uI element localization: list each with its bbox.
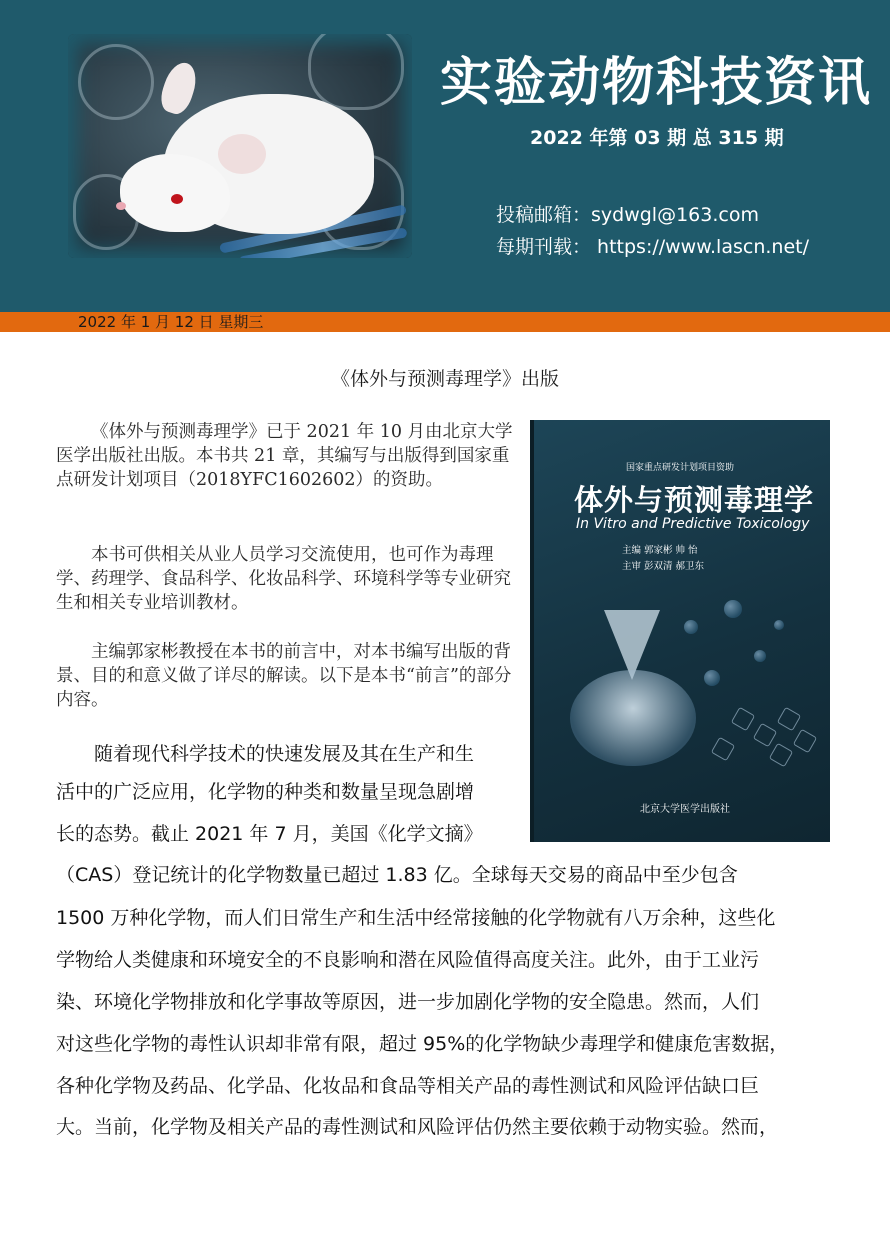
magazine-title: 实验动物科技资讯 — [440, 53, 873, 113]
body-line: 大。当前，化学物及相关产品的毒性测试和风险评估仍然主要依赖于动物实验。然而， — [56, 1116, 779, 1138]
body-line: 长的态势。截止 2021 年 7 月，美国《化学文摘》 — [56, 823, 483, 845]
date-bar — [0, 312, 890, 332]
body-line: 对这些化学物的毒性认识却非常有限，超过 95%的化学物缺少毒理学和健康危害数据， — [56, 1033, 789, 1055]
body-line: 活中的广泛应用，化学物的种类和数量呈现急剧增 — [56, 781, 475, 803]
cover-title-cn: 体外与预测毒理学 — [574, 483, 815, 517]
body-line: 学物给人类健康和环境安全的不良影响和潜在风险值得高度关注。此外，由于工业污 — [56, 949, 760, 971]
cover-publisher: 北京大学医学出版社 — [640, 804, 730, 815]
body-line: 各种化学物及药品、化学品、化妆品和食品等相关产品的毒性测试和风险评估缺口巨 — [56, 1075, 760, 1097]
masthead — [0, 0, 890, 312]
body-line: （CAS）登记统计的化学物数量已超过 1.83 亿。全球每天交易的商品中至少包含 — [56, 864, 738, 886]
intro-paragraph: 主编郭家彬教授在本书的前言中，对本书编写出版的背景、目的和意义做了详尽的解读。以下是本书“前言”的部分内容。 — [56, 642, 512, 710]
body-line: 染、环境化学物排放和化学事故等原因，进一步加剧化学物的安全隐患。然而，人们 — [56, 991, 760, 1013]
cover-title-en: In Vitro and Predictive Toxicology — [576, 516, 810, 532]
cover-reviewers: 主审 彭双清 郝卫东 — [622, 561, 705, 572]
body-line: 随着现代科学技术的快速发展及其在生产和生 — [94, 743, 475, 765]
publish-date: 2022 年 1 月 12 日 星期三 — [78, 313, 264, 331]
cover-editors: 主编 郭家彬 帅 怡 — [622, 545, 698, 556]
website-line: 每期刊载： https://www.lascn.net/ — [496, 236, 809, 258]
intro-paragraph: 《体外与预测毒理学》已于 2021 年 10 月由北京大学医学出版社出版。本书共 21 章，其编写与出版得到国家重点研发计划项目（2018YFC1602602）的资助。 — [56, 422, 513, 490]
intro-paragraph: 本书可供相关从业人员学习交流使用，也可作为毒理学、药理学、食品科学、化妆品科学、环境科学等专业研究生和相关专业培训教材。 — [56, 545, 511, 613]
submission-email: 投稿邮箱：sydwgl@163.com — [496, 204, 759, 226]
article-title: 《体外与预测毒理学》出版 — [330, 368, 559, 390]
cover-funding-note: 国家重点研发计划项目资助 — [626, 463, 735, 473]
lab-mouse-photo — [68, 34, 412, 258]
body-line: 1500 万种化学物，而人们日常生产和生活中经常接触的化学物就有八万余种，这些化 — [56, 907, 776, 929]
book-cover-image — [530, 420, 830, 842]
issue-number: 2022 年第 03 期 总 315 期 — [530, 127, 784, 149]
